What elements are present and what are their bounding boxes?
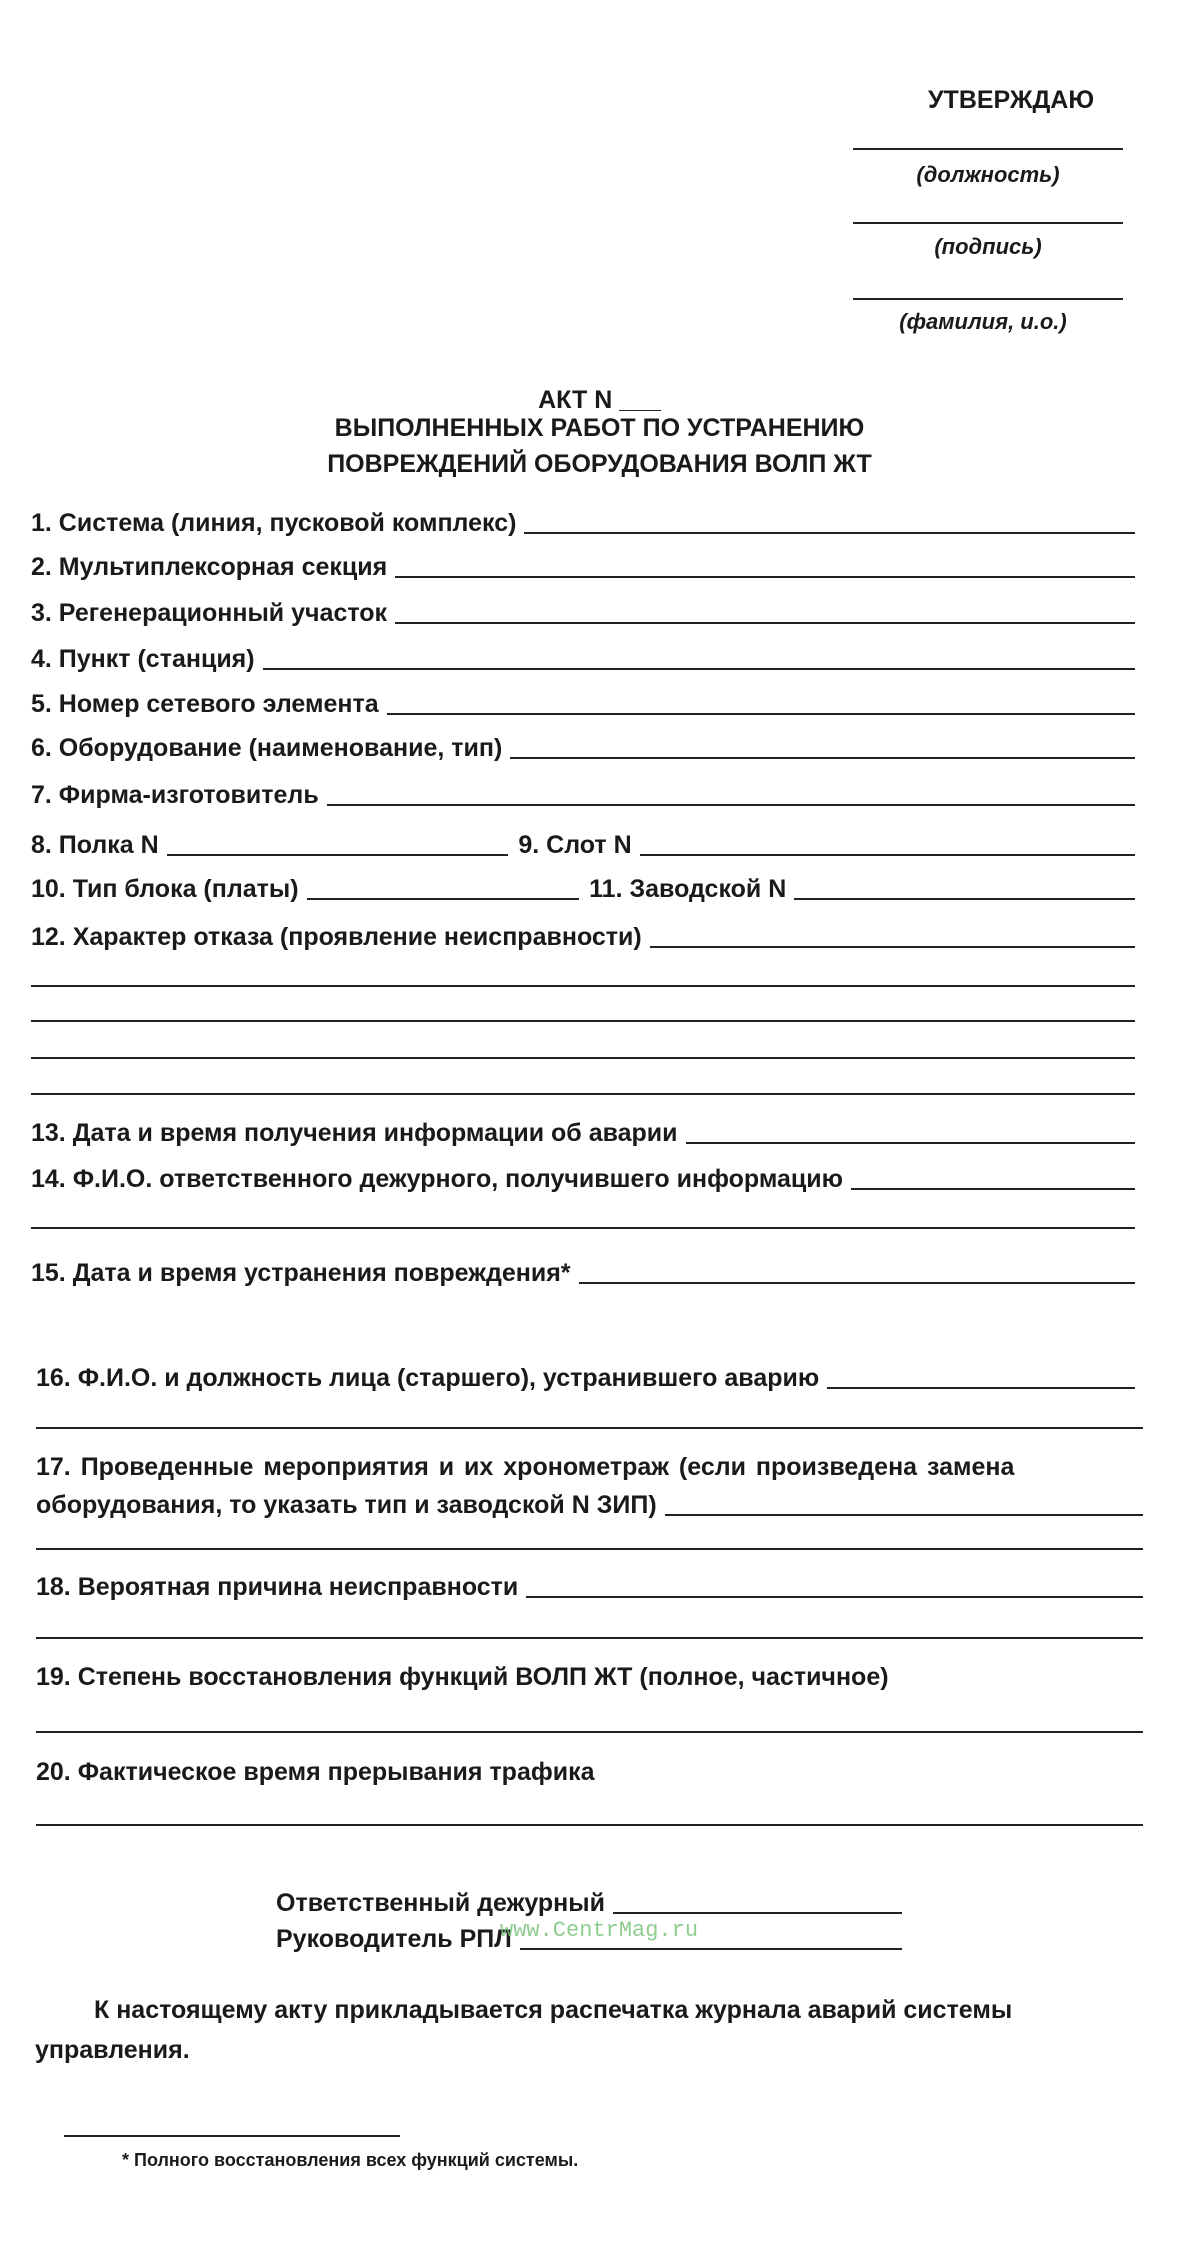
item-2-label: 2. Мультиплексорная секция	[31, 553, 388, 581]
item-12-extra-line[interactable]	[31, 1020, 1135, 1022]
item-3	[31, 594, 1135, 628]
item-18	[36, 1568, 1143, 1602]
approval-heading: УТВЕРЖДАЮ	[928, 86, 1095, 114]
item-16-label: 16. Ф.И.О. и должность лица (старшего), устранившего аварию	[36, 1364, 820, 1392]
item-19	[36, 1658, 1143, 1692]
item-17-extra-line[interactable]	[36, 1548, 1143, 1550]
item-17-line2	[36, 1486, 1143, 1520]
watermark: www.CentrMag.ru	[500, 1918, 699, 1943]
item-20	[36, 1753, 1143, 1787]
item-12-extra-line[interactable]	[31, 985, 1135, 987]
name-caption: (фамилия, и.о.)	[899, 309, 1067, 334]
item-15-field[interactable]	[579, 1282, 1135, 1284]
item-6-field[interactable]	[510, 757, 1135, 759]
item-5-field[interactable]	[387, 713, 1135, 715]
item-11-label: 11. Заводской N	[589, 875, 787, 903]
item-8-label: 8. Полка N	[31, 831, 159, 859]
item-13-field[interactable]	[686, 1142, 1135, 1144]
item-1-label: 1. Система (линия, пусковой комплекс)	[31, 509, 517, 537]
item-10-label: 10. Тип блока (платы)	[31, 875, 299, 903]
act-number-title: АКТ N ___	[538, 386, 661, 414]
duty-officer-signature	[276, 1884, 902, 1918]
item-6-label: 6. Оборудование (наименование, тип)	[31, 734, 503, 762]
item-14-field[interactable]	[851, 1188, 1135, 1190]
item-18-field[interactable]	[526, 1596, 1143, 1598]
name-field[interactable]	[853, 298, 1123, 300]
position-caption: (должность)	[916, 162, 1060, 187]
item-2-field[interactable]	[395, 576, 1135, 578]
item-18-label: 18. Вероятная причина неисправности	[36, 1573, 519, 1601]
item-9-field[interactable]	[640, 854, 1135, 856]
signature-caption: (подпись)	[934, 234, 1042, 259]
item-19-label: 19. Степень восстановления функций ВОЛП ЖТ (полное, частичное)	[36, 1663, 889, 1691]
item-1-field[interactable]	[524, 532, 1135, 534]
item-7-label: 7. Фирма-изготовитель	[31, 781, 319, 809]
duty-officer-field[interactable]	[613, 1912, 902, 1914]
footnote: * Полного восстановления всех функций системы.	[122, 2150, 579, 2170]
head-field[interactable]	[520, 1948, 902, 1950]
item-12-extra-line[interactable]	[31, 1093, 1135, 1095]
signature-field[interactable]	[853, 222, 1123, 224]
note-line2: управления.	[35, 2036, 190, 2064]
footnote-separator	[64, 2135, 400, 2137]
item-4	[31, 640, 1135, 674]
item-12-label: 12. Характер отказа (проявление неисправности)	[31, 923, 642, 951]
item-2	[31, 548, 1135, 582]
item-14-extra-line[interactable]	[31, 1227, 1135, 1229]
item-12-field[interactable]	[650, 946, 1135, 948]
item-20-label: 20. Фактическое время прерывания трафика	[36, 1758, 595, 1786]
item-16-field[interactable]	[827, 1387, 1135, 1389]
item-12-extra-line[interactable]	[31, 1057, 1135, 1059]
item-1	[31, 504, 1135, 538]
act-title-line3: ПОВРЕЖДЕНИЙ ОБОРУДОВАНИЯ ВОЛП ЖТ	[327, 450, 872, 478]
item-9-label: 9. Слот N	[518, 831, 632, 859]
item-13-label: 13. Дата и время получения информации об аварии	[31, 1119, 678, 1147]
item-13	[31, 1114, 1135, 1148]
item-15-label: 15. Дата и время устранения повреждения*	[31, 1259, 571, 1287]
item-5	[31, 685, 1135, 719]
item-20-field[interactable]	[36, 1824, 1143, 1826]
item-11-field[interactable]	[794, 898, 1135, 900]
item-16	[36, 1359, 1135, 1393]
item-5-label: 5. Номер сетевого элемента	[31, 690, 379, 718]
item-4-label: 4. Пункт (станция)	[31, 645, 255, 673]
item-12	[31, 918, 1135, 952]
item-4-field[interactable]	[263, 668, 1135, 670]
item-17-label-line1: 17. Проведенные мероприятия и их хронометраж (если произведена замена	[36, 1453, 1015, 1481]
item-3-field[interactable]	[395, 622, 1135, 624]
item-10-11	[31, 870, 1135, 904]
item-17-line1	[36, 1448, 1143, 1482]
item-7	[31, 776, 1135, 810]
item-17-label-line2: оборудования, то указать тип и заводской N ЗИП)	[36, 1491, 657, 1519]
item-7-field[interactable]	[327, 804, 1135, 806]
item-15	[31, 1254, 1135, 1288]
item-3-label: 3. Регенерационный участок	[31, 599, 388, 627]
duty-officer-label: Ответственный дежурный	[276, 1889, 606, 1917]
item-14	[31, 1160, 1135, 1194]
item-14-label: 14. Ф.И.О. ответственного дежурного, получившего информацию	[31, 1165, 844, 1193]
act-title-line2: ВЫПОЛНЕННЫХ РАБОТ ПО УСТРАНЕНИЮ	[334, 414, 865, 442]
head-label: Руководитель РПЛ	[276, 1925, 512, 1953]
item-6	[31, 729, 1135, 763]
item-8-field[interactable]	[167, 854, 509, 856]
item-17-field[interactable]	[665, 1514, 1143, 1516]
item-19-field[interactable]	[36, 1731, 1143, 1733]
position-field[interactable]	[853, 148, 1123, 150]
item-16-extra-line[interactable]	[36, 1427, 1143, 1429]
item-8-9	[31, 826, 1135, 860]
item-18-extra-line[interactable]	[36, 1637, 1143, 1639]
note-line1: К настоящему акту прикладывается распечатка журнала аварий системы	[94, 1996, 1013, 2024]
item-10-field[interactable]	[307, 898, 580, 900]
